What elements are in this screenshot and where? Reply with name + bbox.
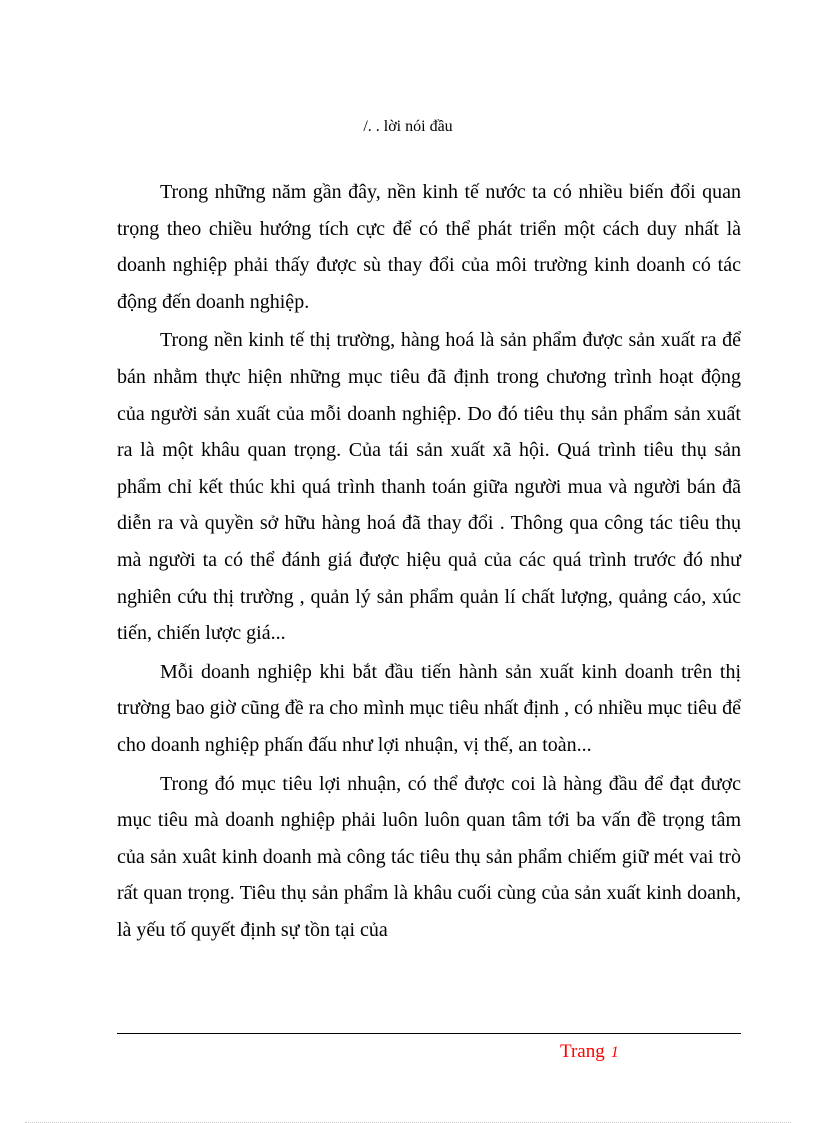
document-body [117, 174, 741, 950]
paragraph-2: Trong nền kinh tế thị trường, hàng hoá là sản phẩm được sản xuất ra để bán nhằm thực hiện những mục tiêu đã định trong chương trình hoạt động của người sản xuất của mỗi doanh nghiệp. Do đó tiêu thụ sản phẩm sản xuất ra là một khâu quan trọng. Của tái sản xuất xã hội. Quá trình tiêu thụ sản phẩm chỉ kết thúc khi quá trình thanh toán giữa người mua và người bán đã diễn ra và quyền sở hữu hàng hoá đã thay đổi . Thông qua công tác tiêu thụ mà người ta có thể đánh giá được hiệu quả của các quá trình trước đó như nghiên cứu thị trường , quản lý sản phẩm quản lí chất lượng, quảng cáo, xúc tiến, chiến lược giá... [117, 329, 741, 645]
paragraph-3: Mỗi doanh nghiệp khi bắt đầu tiến hành sản xuất kinh doanh trên thị trường bao giờ cũng đề ra cho mình mục tiêu nhất định , có nhiều mục tiêu để cho doanh nghiệp phấn đấu như lợi nhuận, vị thế, an toàn... [117, 660, 741, 756]
page-footer [560, 1040, 619, 1065]
footer-label: Trang [560, 1041, 605, 1062]
paragraph-4: Trong đó mục tiêu lợi nhuận, có thể được coi là hàng đầu để đạt được mục tiêu mà doanh nghiệp phải luôn luôn quan tâm tới ba vấn đề trọng tâm của sản xuât kinh doanh mà công tác tiêu thụ sản phẩm chiếm giữ mét vai trò rất quan trọng. Tiêu thụ sản phẩm là khâu cuối cùng của sản xuất kinh doanh, là yếu tố quyết định sự tồn tại của [117, 772, 741, 941]
page-number: 1 [610, 1044, 619, 1061]
footer-divider [117, 1033, 741, 1034]
document-title: /. . lời nói đầu [363, 118, 453, 135]
paragraph-1: Trong những năm gần đây, nền kinh tế nước ta có nhiều biến đổi quan trọng theo chiều hướng tích cực để có thể phát triển một cách duy nhất là doanh nghiệp phải thấy được sù thay đổi của môi trường kinh doanh có tác động đến doanh nghiệp. [117, 181, 741, 313]
